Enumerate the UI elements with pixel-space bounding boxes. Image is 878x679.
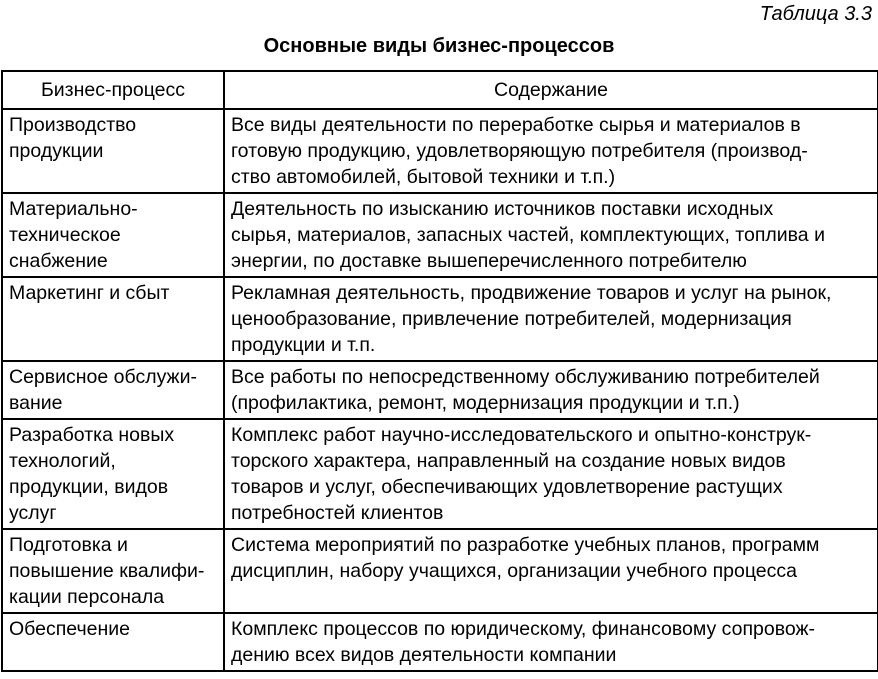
process-cell xyxy=(2,277,224,361)
process-cell xyxy=(2,361,224,419)
process-name: Подготовка и повышение квалифи- кации персонала xyxy=(9,534,205,608)
process-content: Все работы по непосредственному обслуживанию потребителей (профилактика, ремонт, модернизация продукции и т.п.) xyxy=(231,366,820,414)
table-header-row xyxy=(2,71,878,109)
process-name: Производство продукции xyxy=(9,114,137,162)
content-cell xyxy=(224,419,878,529)
process-name: Обеспечение xyxy=(9,618,130,640)
table-number: Таблица 3.3 xyxy=(759,3,872,25)
process-content: Комплекс работ научно-исследовательского и опытно-конструк- торского характера, направленный на создание новых видов товаров и услуг, обеспечивающих удовлетворение растущих потребностей клиентов xyxy=(231,424,812,524)
process-content: Рекламная деятельность, продвижение товаров и услуг на рынок, ценообразование, привлечение потребителей, модернизация продукции и т.п. xyxy=(231,282,832,356)
content-cell xyxy=(224,361,878,419)
process-content: Деятельность по изысканию источников поставки исходных сырья, материалов, запасных частей, комплектующих, топлива и энергии, по доставке вышеперечисленного потребителю xyxy=(231,198,825,272)
process-cell xyxy=(2,613,224,671)
table-row xyxy=(2,613,878,671)
process-name: Материально- техническое снабжение xyxy=(9,198,138,272)
process-content: Комплекс процессов по юридическому, финансовому сопровож- дению всех видов деятельности компании xyxy=(231,618,816,666)
process-cell xyxy=(2,193,224,277)
column-header-content: Содержание xyxy=(224,71,878,109)
process-content: Система мероприятий по разработке учебных планов, программ дисциплин, набору учащихся, организации учебного процесса xyxy=(231,534,820,582)
business-process-table xyxy=(1,70,878,672)
process-content: Все виды деятельности по переработке сырья и материалов в готовую продукцию, удовлетворяющую потребителя (производ- ство автомобилей, бытовой техники и т.п.) xyxy=(231,114,808,188)
content-cell xyxy=(224,109,878,193)
process-cell xyxy=(2,529,224,613)
content-cell xyxy=(224,277,878,361)
table-row xyxy=(2,109,878,193)
content-cell xyxy=(224,193,878,277)
process-name: Разработка новых технологий, продукции, видов услуг xyxy=(9,424,175,524)
table-row xyxy=(2,529,878,613)
process-cell xyxy=(2,109,224,193)
process-cell xyxy=(2,419,224,529)
table-row xyxy=(2,193,878,277)
table-title: Основные виды бизнес-процессов xyxy=(263,35,615,57)
column-header-process: Бизнес-процесс xyxy=(2,71,224,109)
process-name: Сервисное обслужи- вание xyxy=(9,366,197,414)
process-name: Маркетинг и сбыт xyxy=(9,282,170,304)
table-row xyxy=(2,277,878,361)
table-row xyxy=(2,361,878,419)
content-cell xyxy=(224,529,878,613)
table-row xyxy=(2,419,878,529)
content-cell xyxy=(224,613,878,671)
